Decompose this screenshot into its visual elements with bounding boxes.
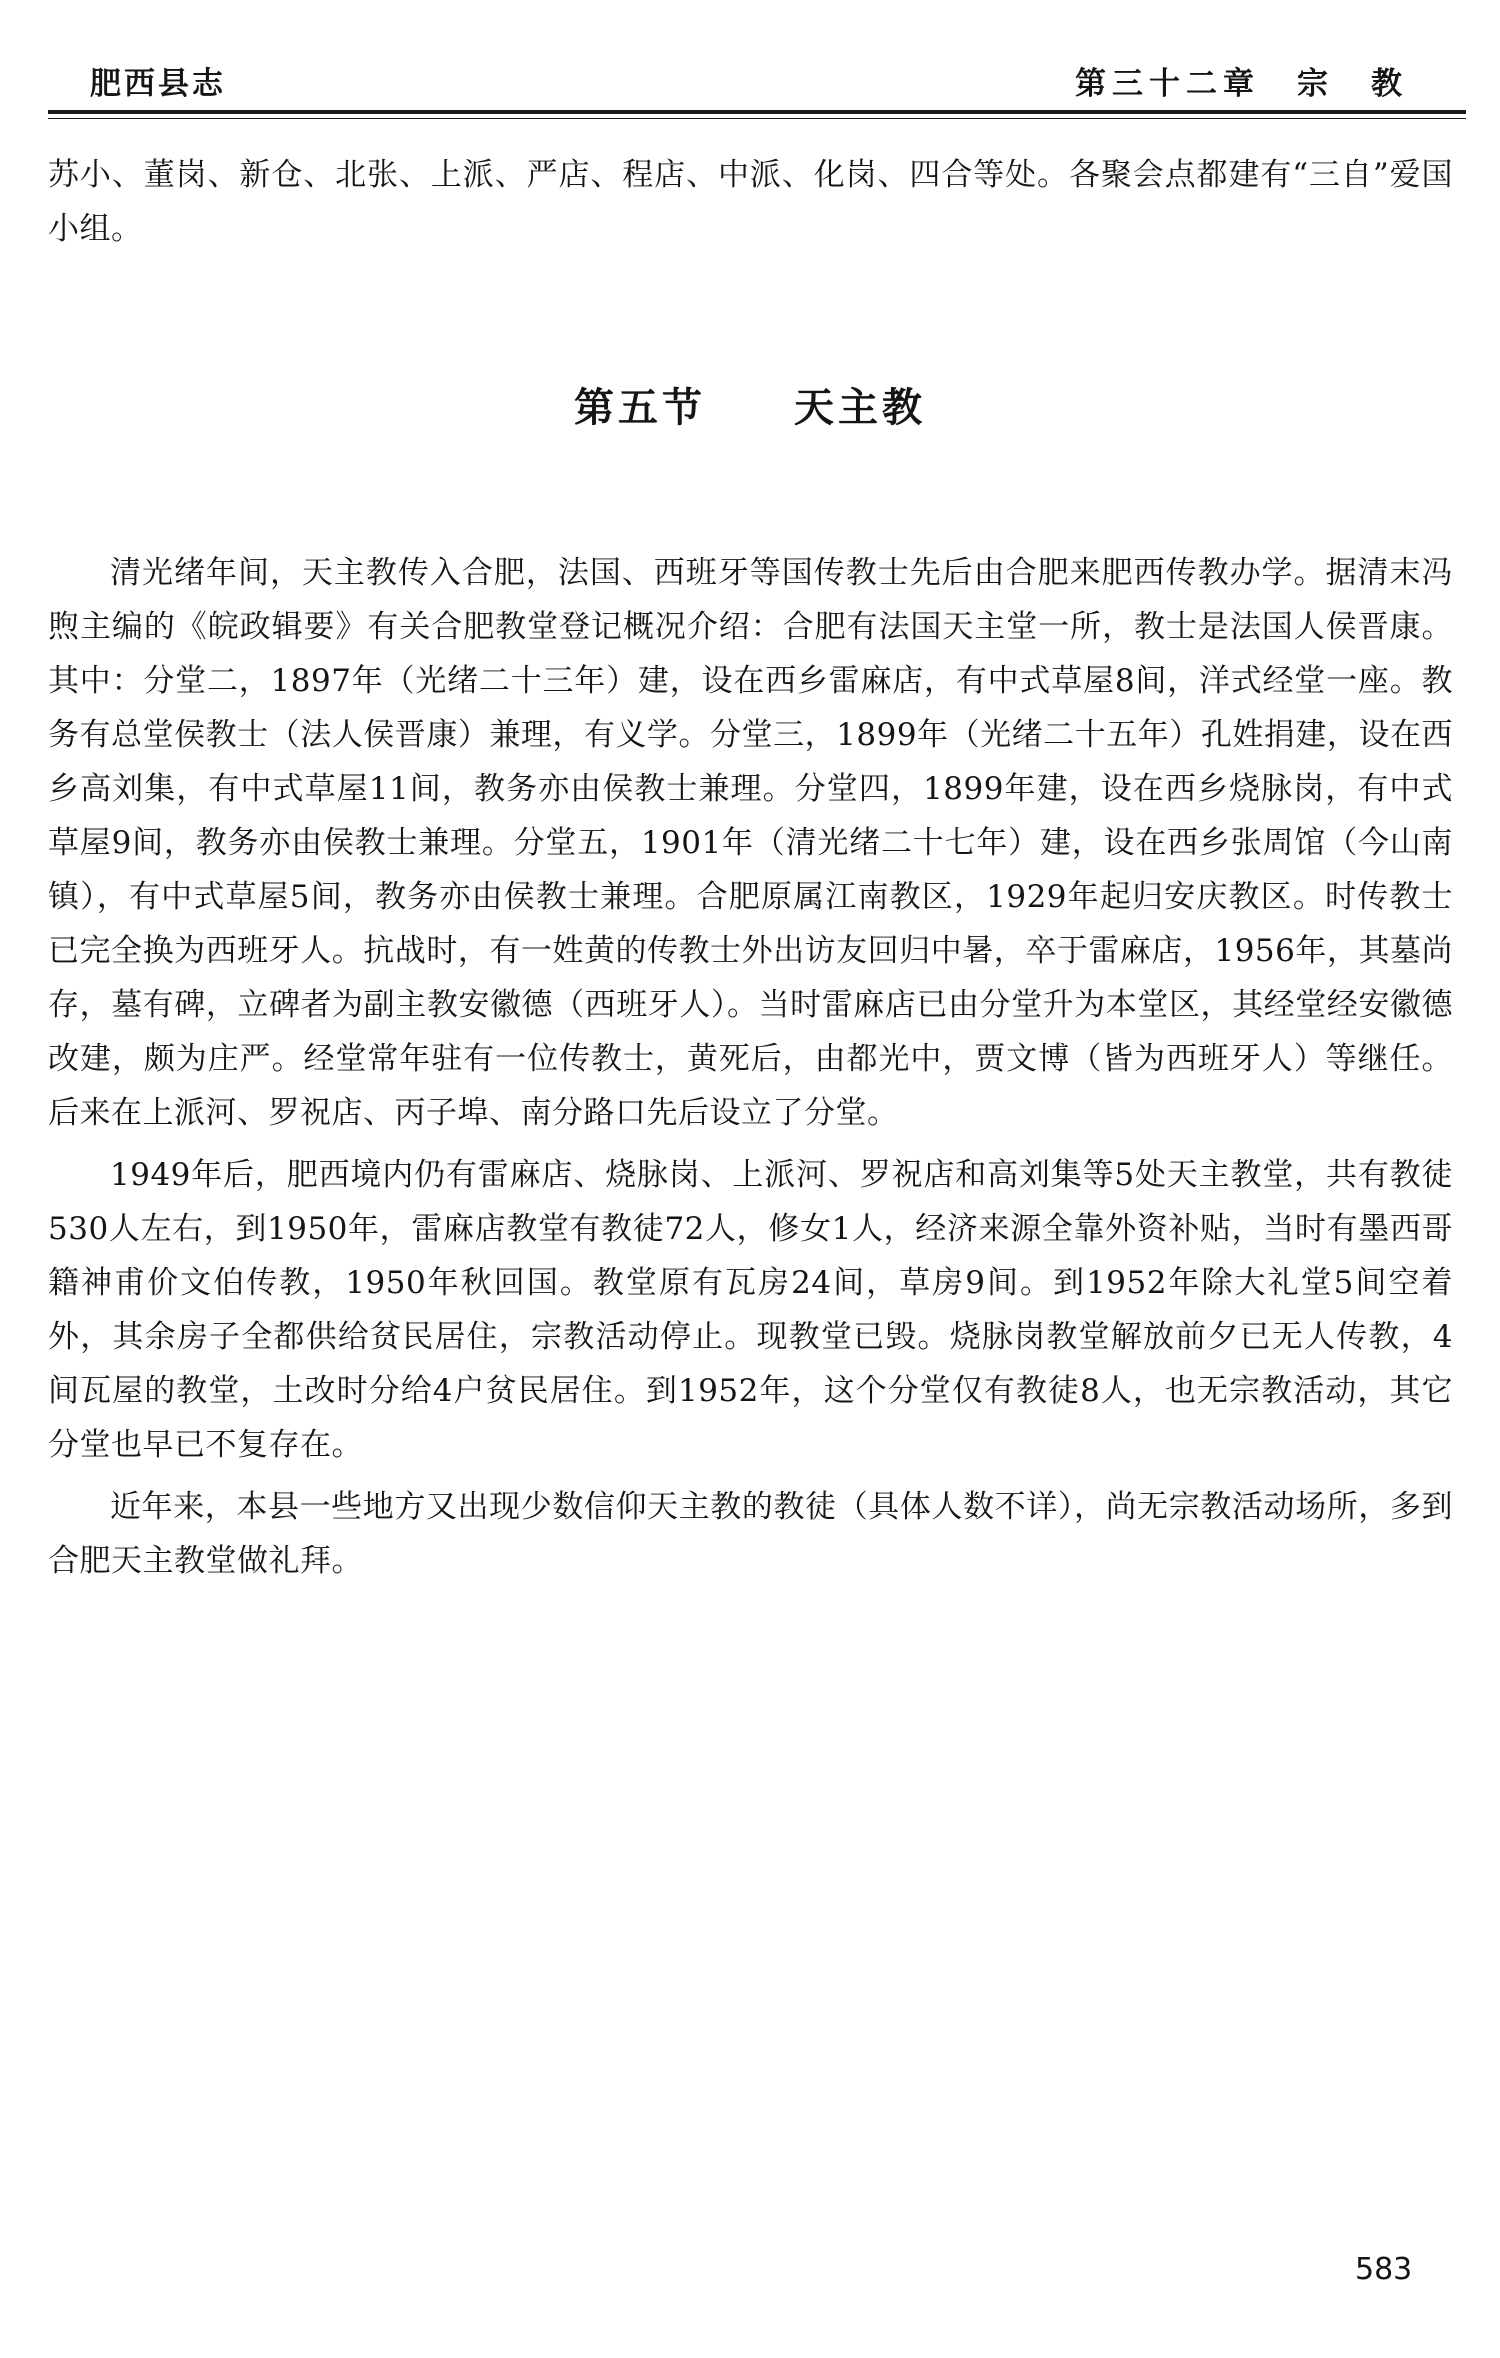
page-number: 583 <box>1355 2252 1413 2287</box>
paragraph-history: 清光绪年间，天主教传入合肥，法国、西班牙等国传教士先后由合肥来肥西传教办学。据清末冯煦主编的《皖政辑要》有关合肥教堂登记概况介绍：合肥有法国天主堂一所，教士是法国人侯晋康。其中：分堂二，1897年（光绪二十三年）建，设在西乡雷麻店，有中式草屋8间，洋式经堂一座。教务有总堂侯教士（法人侯晋康）兼理，有义学。分堂三，1899年（光绪二十五年）孔姓捐建，设在西乡高刘集，有中式草屋11间，教务亦由侯教士兼理。分堂四，1899年建，设在西乡烧脉岗，有中式草屋9间，教务亦由侯教士兼理。分堂五，1901年（清光绪二十七年）建，设在西乡张周馆（今山南镇），有中式草屋5间，教务亦由侯教士兼理。合肥原属江南教区，1929年起归安庆教区。时传教士已完全换为西班牙人。抗战时，有一姓黄的传教士外出访友回归中暑，卒于雷麻店，1956年，其墓尚存，墓有碑，立碑者为副主教安徽德（西班牙人）。当时雷麻店已由分堂升为本堂区，其经堂经安徽德改建，颇为庄严。经堂常年驻有一位传教士，黄死后，由都光中，贾文博（皆为西班牙人）等继任。后来在上派河、罗祝店、丙子埠、南分路口先后设立了分堂。 <box>48 555 1453 1131</box>
chapter-title: 第三十二章 宗 教 <box>1075 66 1408 102</box>
section-heading: 第五节 天主教 <box>574 384 926 431</box>
book-title: 肥西县志 <box>90 66 226 102</box>
running-header <box>48 58 1443 102</box>
paragraph-after-1949: 1949年后，肥西境内仍有雷麻店、烧脉岗、上派河、罗祝店和高刘集等5处天主教堂，共有教徒530人左右，到1950年，雷麻店教堂有教徒72人，修女1人，经济来源全靠外资补贴，当时有墨西哥籍神甫价文伯传教，1950年秋回国。教堂原有瓦房24间，草房9间。到1952年除大礼堂5间空着外，其余房子全都供给贫民居住，宗教活动停止。现教堂已毁。烧脉岗教堂解放前夕已无人传教，4间瓦屋的教堂，土改时分给4户贫民居住。到1952年，这个分堂仅有教徒8人，也无宗教活动，其它分堂也早已不复存在。 <box>48 1157 1453 1463</box>
paragraph-recent: 近年来，本县一些地方又出现少数信仰天主教的教徒（具体人数不详），尚无宗教活动场所，多到合肥天主教堂做礼拜。 <box>48 1489 1453 1579</box>
header-rule-thin <box>48 118 1466 119</box>
section-body <box>48 546 1453 1596</box>
continued-paragraph: 苏小、董岗、新仓、北张、上派、严店、程店、中派、化岗、四合等处。各聚会点都建有“三自”爱国小组。 <box>48 157 1453 247</box>
header-rule-thick <box>48 110 1466 114</box>
